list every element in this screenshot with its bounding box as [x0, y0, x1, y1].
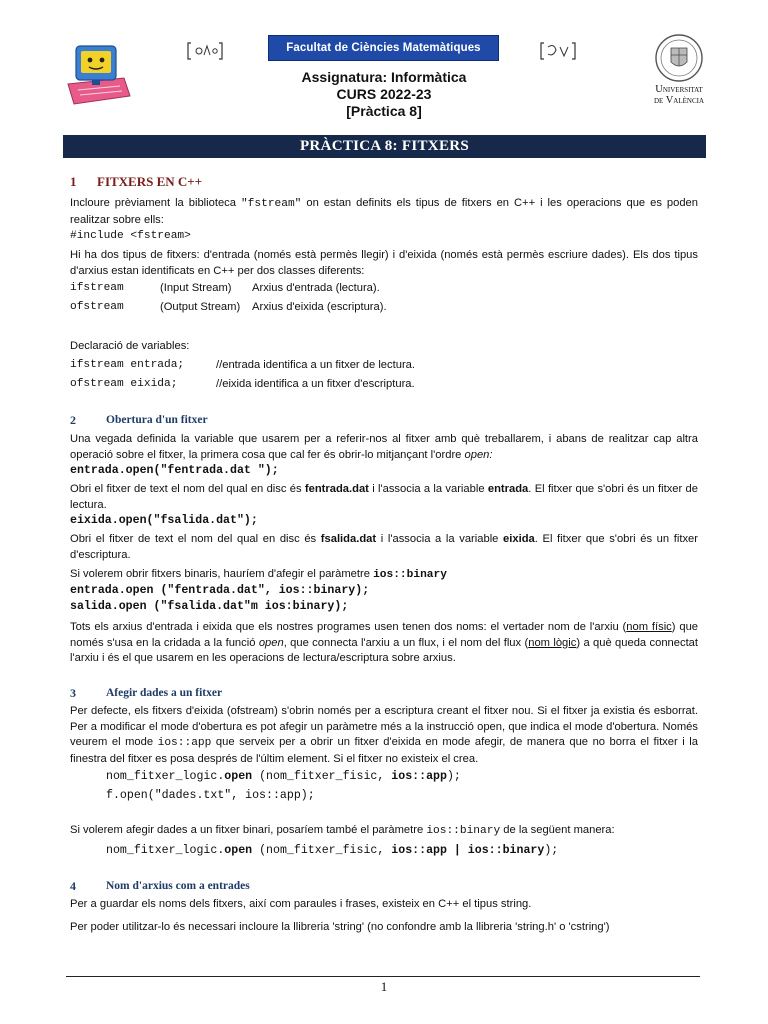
section-4-title: Nom d'arxius com a entrades [106, 880, 250, 892]
section-1-intro: Incloure prèviament la biblioteca "fstream" on estan definits els tipus de fitxers en C++ i les operacions que es poden realitzar sobre ells: [70, 197, 698, 226]
computer-mascot-logo [62, 40, 134, 108]
math-symbol-icon-right [540, 41, 576, 61]
var-entrada-code: ifstream entrada; [70, 359, 185, 371]
section-1-title: FITXERS EN C++ [97, 174, 203, 189]
append-example-code: f.open("dades.txt", ios::app); [106, 789, 315, 802]
faculty-banner: Facultat de Ciències Matemàtiques [268, 35, 499, 61]
university-name-line1: Universitat [655, 84, 703, 95]
ofstream-class: ofstream [70, 301, 124, 313]
binary-files-sentence: Si volerem obrir fitxers binaris, hauríem d'afegir el paràmetre ios::binary [70, 568, 447, 581]
string-type-sentence: Per a guardar els noms dels fitxers, així com paraules i frases, existeix en C++ el tipus string. [70, 898, 532, 910]
section-4-number: 4 [70, 879, 76, 893]
university-seal [649, 33, 709, 83]
ofstream-desc: Arxius d'eixida (escriptura). [252, 301, 387, 313]
ifstream-kind: (Input Stream) [160, 282, 232, 294]
physical-logical-names-paragraph: Tots els arxius d'entrada i eixida que els nostres programes usen tenen dos noms: el vertader nom de l'arxiu (nom físic) que només s'usa en la cridada a la funció open, que connecta l'arxiu a un flux, i el nom del flux (nom lògic) a què queda connectat l'arxiu i és el que usarem en les operacions de lectura/escriptura sobre arxius. [70, 621, 699, 664]
practice-number: [Pràctica 8] [346, 103, 422, 119]
section-2-number: 2 [70, 413, 76, 427]
declaration-label: Declaració de variables: [70, 340, 190, 352]
var-eixida-comment: //eixida identifica a un fitxer d'escriptura. [216, 378, 415, 390]
open-entrada-code: entrada.open("fentrada.dat "); [70, 464, 279, 477]
section-2-title: Obertura d'un fitxer [106, 414, 208, 426]
ofstream-kind: (Output Stream) [160, 301, 241, 313]
open-entrada-explanation: Obri el fitxer de text el nom del qual en disc és fentrada.dat i l'associa a la variable entrada. El fitxer que s'obri és un fitxer de lectura. [70, 483, 698, 511]
append-mode-paragraph: Per defecte, els fitxers d'eixida (ofstream) s'obrin només per a escriptura creant el fitxer nou. Si el fitxer ja existia és esborrat. Per a modificar el mode d'obertura es pot afegir un paràmetre més a la instrucció open, que indica el mode d'obertura. Només veurem el mode ios::app que serveix per a obrir un fitxer d'eixida en mode afegir, de manera que no borra el fitxer i la finestra del fitxer es posa després de l'últim element. Si el fitxer no existeix el crea. [70, 705, 698, 765]
page-title-bar [63, 135, 706, 158]
section-3-title: Afegir dades a un fitxer [106, 687, 223, 699]
page-title: PRÀCTICA 8: FITXERS [299, 138, 470, 154]
open-eixida-explanation: Obri el fitxer de text el nom del qual en disc és fsalida.dat i l'associa a la variable eixida. El fitxer que s'obri és un fitxer d'escriptura. [70, 533, 698, 561]
ifstream-desc: Arxius d'entrada (lectura). [252, 282, 380, 294]
open-eixida-code: eixida.open("fsalida.dat"); [70, 514, 258, 527]
university-name-line2: de València [653, 95, 705, 106]
open-binary-salida-code: salida.open ("fsalida.dat"m ios:binary); [70, 600, 349, 613]
footer-divider [66, 976, 700, 977]
page-number: 1 [380, 979, 388, 994]
append-binary-sentence: Si volerem afegir dades a un fitxer binari, posaríem també el paràmetre ios::binary de la següent manera: [70, 824, 615, 837]
ifstream-class: ifstream [70, 282, 124, 294]
var-entrada-comment: //entrada identifica a un fitxer de lectura. [216, 359, 416, 371]
append-syntax-code: nom_fitxer_logic.open (nom_fitxer_fisic, ios::app); [106, 770, 461, 783]
subject-title: Assignatura: Informàtica [301, 69, 467, 85]
open-binary-entrada-code: entrada.open ("fentrada.dat", ios::binary); [70, 584, 370, 597]
course-year: CURS 2022-23 [336, 86, 432, 102]
string-library-sentence: Per poder utilitzar-lo és necessari incloure la llibreria 'string' (no confondre amb la llibreria 'string.h' o 'cstring') [70, 921, 610, 933]
math-symbol-icon-left [187, 41, 223, 61]
include-directive: #include <fstream> [70, 230, 191, 242]
append-binary-code: nom_fitxer_logic.open (nom_fitxer_fisic, ios::app | ios::binary); [106, 844, 559, 857]
file-types-paragraph: Hi ha dos tipus de fitxers: d'entrada (només està permès llegir) i d'eixida (només està permès escriure dades). Els dos tipus d'arxius estan identificats en C++ per dos classes diferents: [70, 249, 698, 277]
section-2-intro: Una vegada definida la variable que usarem per a referir-nos al fitxer amb què treballarem, i abans de realitzar cap altra operació sobre el fitxer, la primera cosa que cal fer és obrir-lo mitjançant l'ordre open: [70, 433, 698, 461]
var-eixida-code: ofstream eixida; [70, 378, 178, 390]
section-1-number: 1 [70, 174, 77, 189]
section-3-number: 3 [70, 686, 76, 700]
